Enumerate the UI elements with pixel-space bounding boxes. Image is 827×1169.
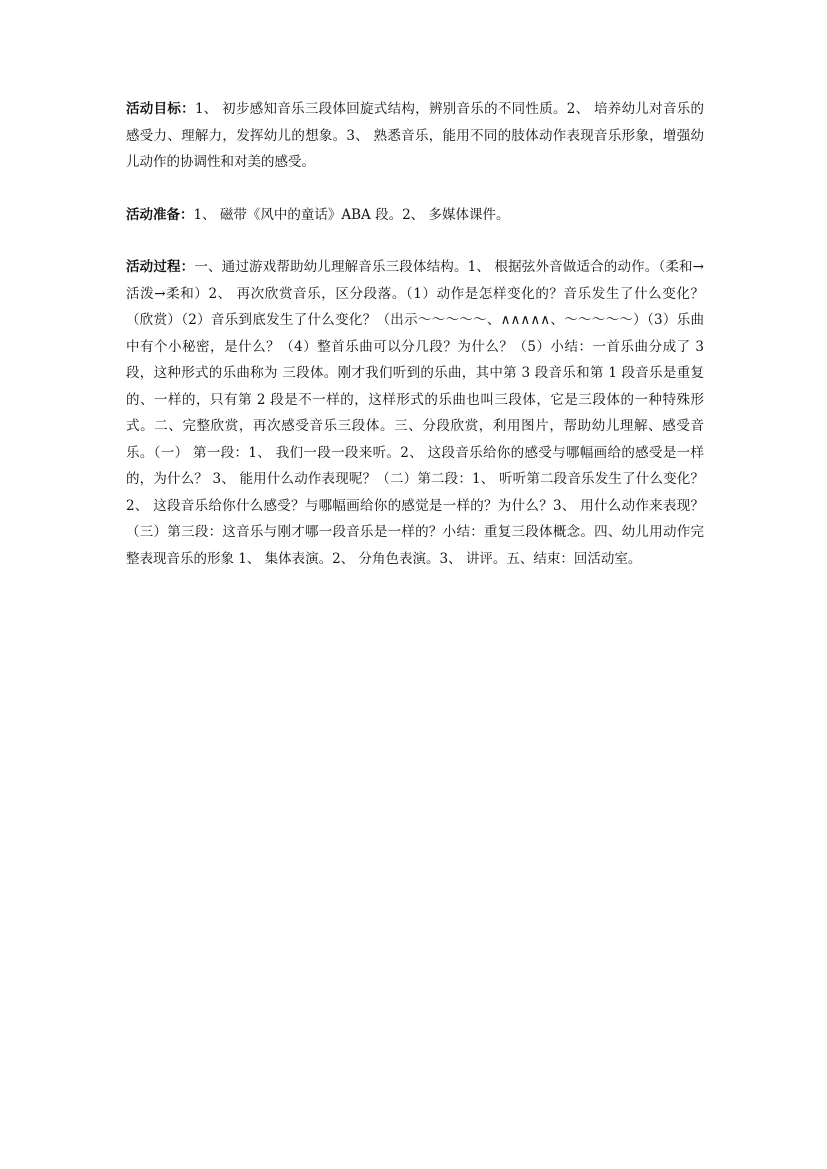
document-page: [126, 96, 704, 572]
process-text: 一、通过游戏帮助幼儿理解音乐三段体结构。1、 根据弦外音做适合的动作。（柔和→活泼→柔和）2、 再次欣赏音乐，区分段落。（1）动作是怎样变化的？音乐发生了什么变化？（欣赏）（2）音乐到底发生了什么变化？（出示～～～～～、∧∧∧∧∧、～～～～～）（3）乐曲中有个小秘密，是什么？（4）整首乐曲可以分几段？为什么？（5）小结：一首乐曲分成了 3 段，这种形式的乐曲称为 三段体。刚才我们听到的乐曲，其中第 3 段音乐和第 1 段音乐是重复的、一样的，只有第 2 段是不一样的，这样形式的乐曲也叫三段体，它是三段体的一种特殊形式。二、完整欣赏，再次感受音乐三段体。三、分段欣赏，利用图片，帮助幼儿理解、感受音乐。（一） 第一段：1、 我们一段一段来听。2、 这段音乐给你的感受与哪幅画给的感受是一样的，为什么？ 3、 能用什么动作表现呢？（二）第二段：1、 听听第二段音乐发生了什么变化？2、 这段音乐给你什么感受？与哪幅画给你的感觉是一样的？为什么？3、 用什么动作来表现？（三）第三段：这音乐与刚才哪一段音乐是一样的？小结：重复三段体概念。四、幼儿用动作完整表现音乐的形象 1、 集体表演。2、 分角色表演。3、 讲评。五、结束：回活动室。: [126, 259, 704, 567]
prep-label: 活动准备：: [126, 206, 194, 223]
process-paragraph: [126, 254, 704, 572]
goals-text: 1、 初步感知音乐三段体回旋式结构，辨别音乐的不同性质。2、 培养幼儿对音乐的感受力、理解力，发挥幼儿的想象。3、 熟悉音乐，能用不同的肢体动作表现音乐形象，增强幼儿动作的协调性和对美的感受。: [126, 101, 705, 170]
goals-paragraph: [126, 96, 704, 176]
prep-text: 1、 磁带《风中的童话》ABA 段。2、 多媒体课件。: [193, 206, 510, 223]
goals-label: 活动目标：: [126, 101, 195, 117]
prep-paragraph: [126, 202, 704, 229]
process-label: 活动过程：: [126, 259, 195, 275]
